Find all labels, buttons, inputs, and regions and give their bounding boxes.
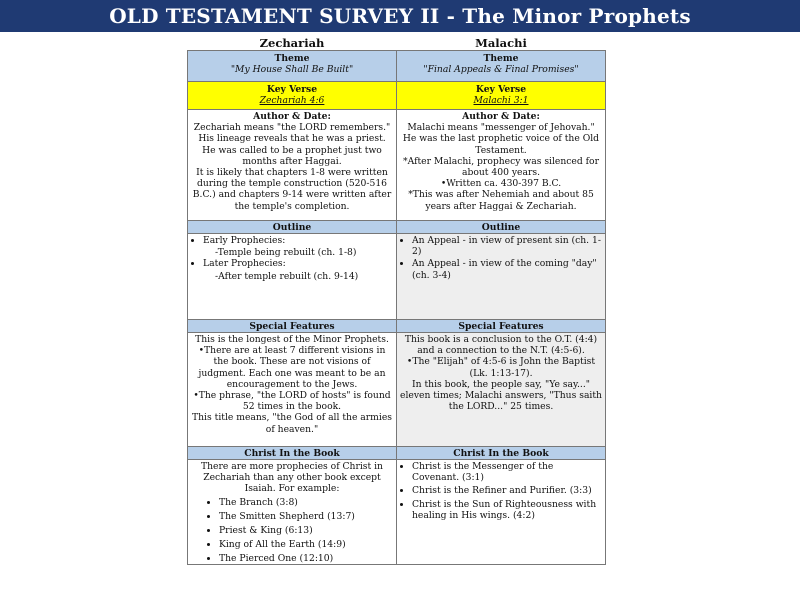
features-header-left: Special Features	[187, 319, 397, 333]
list-item: • Christ is the Refiner and Purifier. (3:3)	[412, 485, 602, 496]
author-line: It is likely that chapters 1-8 were written during the temple construction (520-516 B.C.) and chapters 9-14 were written after the temple's completion.	[192, 167, 392, 212]
author-line: *This was after Nehemiah and about 85 years after Haggai & Zechariah.	[408, 189, 594, 212]
theme-text-left: "My House Shall Be Built"	[230, 64, 354, 76]
list-item: • Priest & King (6:13)	[219, 525, 393, 536]
feature-line: This title means, "the God of all the armies of heaven."	[192, 412, 392, 435]
author-line: His lineage reveals that he was a priest.	[198, 133, 386, 145]
author-line: Zechariah means "the LORD remembers."	[193, 122, 391, 134]
list-item: • Later Prophecies:	[203, 258, 393, 269]
key-verse-row	[187, 82, 607, 110]
key-verse-label: Key Verse	[266, 84, 318, 95]
theme-cell-right	[396, 50, 606, 82]
author-line: •Written ca. 430-397 B.C.	[440, 178, 562, 190]
feature-line: This book is a conclusion to the O.T. (4:4) and a connection to the N.T. (4:5-6).	[404, 334, 598, 357]
theme-label: Theme	[483, 53, 519, 64]
christ-intro: There are more prophecies of Christ in Zechariah than any other book except Isaiah. For example:	[201, 461, 383, 495]
features-cell-right	[396, 332, 606, 447]
outline-header-right: Outline	[396, 220, 606, 234]
list-item: • The Pierced One (12:10)	[219, 553, 393, 564]
list-item: • Christ is the Messenger of the Covenant. (3:1)	[412, 461, 602, 483]
feature-line: •The "Elijah" of 4:5-6 is John the Baptist (Lk. 1:13-17).	[406, 356, 596, 379]
column-header-zechariah: Zechariah	[259, 36, 325, 50]
christ-row	[187, 460, 607, 565]
outline-cell-left	[187, 233, 397, 320]
christ-header-left: Christ In the Book	[187, 446, 397, 460]
theme-cell-left	[187, 50, 397, 82]
author-row	[187, 110, 607, 221]
column-headers	[187, 36, 607, 51]
author-line: *After Malachi, prophecy was silenced for about 400 years.	[403, 155, 599, 179]
theme-text-right: "Final Appeals & Final Promises"	[423, 64, 579, 76]
list-item: • An Appeal - in view of the coming "day" (ch. 3-4)	[412, 258, 602, 280]
christ-header-right: Christ In the Book	[396, 446, 606, 460]
list-item: • Early Prophecies:	[203, 235, 393, 246]
author-cell-right	[396, 109, 606, 221]
comparison-table	[187, 36, 607, 565]
outline-header-left: Outline	[187, 220, 397, 234]
page-title: OLD TESTAMENT SURVEY II - The Minor Prophets	[0, 0, 800, 32]
outline-sub: -After temple rebuilt (ch. 9-14)	[215, 270, 359, 282]
list-item: • An Appeal - in view of present sin (ch. 1-2)	[412, 235, 602, 257]
feature-line: •The phrase, "the LORD of hosts" is found 52 times in the book.	[193, 390, 391, 413]
list-item: • Christ is the Sun of Righteousness with healing in His wings. (4:2)	[412, 499, 602, 521]
feature-line: This is the longest of the Minor Prophets.	[195, 334, 389, 345]
list-item: • King of All the Earth (14:9)	[219, 539, 393, 550]
column-header-malachi: Malachi	[475, 36, 527, 50]
theme-label: Theme	[274, 53, 310, 64]
features-row	[187, 333, 607, 447]
outline-sub: -Temple being rebuilt (ch. 1-8)	[215, 247, 357, 259]
author-line: Malachi means "messenger of Jehovah." He was the last prophetic voice of the Old Testament.	[402, 122, 600, 156]
outline-row	[187, 234, 607, 320]
christ-cell-right	[396, 459, 606, 565]
author-label: Author & Date:	[253, 111, 331, 122]
theme-row	[187, 51, 607, 82]
features-header-right: Special Features	[396, 319, 606, 333]
key-verse-cell-right	[396, 81, 606, 110]
feature-line: In this book, the people say, "Ye say..." eleven times; Malachi answers, "Thus saith the LORD..." 25 times.	[400, 378, 602, 413]
features-cell-left	[187, 332, 397, 447]
christ-cell-left	[187, 459, 397, 565]
key-verse-cell-left	[187, 81, 397, 110]
list-item: • The Smitten Shepherd (13:7)	[219, 511, 393, 522]
list-item: • The Branch (3:8)	[219, 497, 393, 508]
author-line: He was called to be a prophet just two months after Haggai.	[202, 144, 382, 167]
outline-cell-right	[396, 233, 606, 320]
key-verse-left: Zechariah 4:6	[259, 95, 325, 107]
feature-line: •There are at least 7 different visions in the book. These are not visions of judgment. Each one was meant to be an encouragement to the Jews.	[198, 345, 386, 390]
key-verse-label: Key Verse	[475, 84, 527, 95]
author-cell-left	[187, 109, 397, 221]
key-verse-right: Malachi 3:1	[473, 95, 529, 107]
author-label: Author & Date:	[462, 111, 540, 122]
